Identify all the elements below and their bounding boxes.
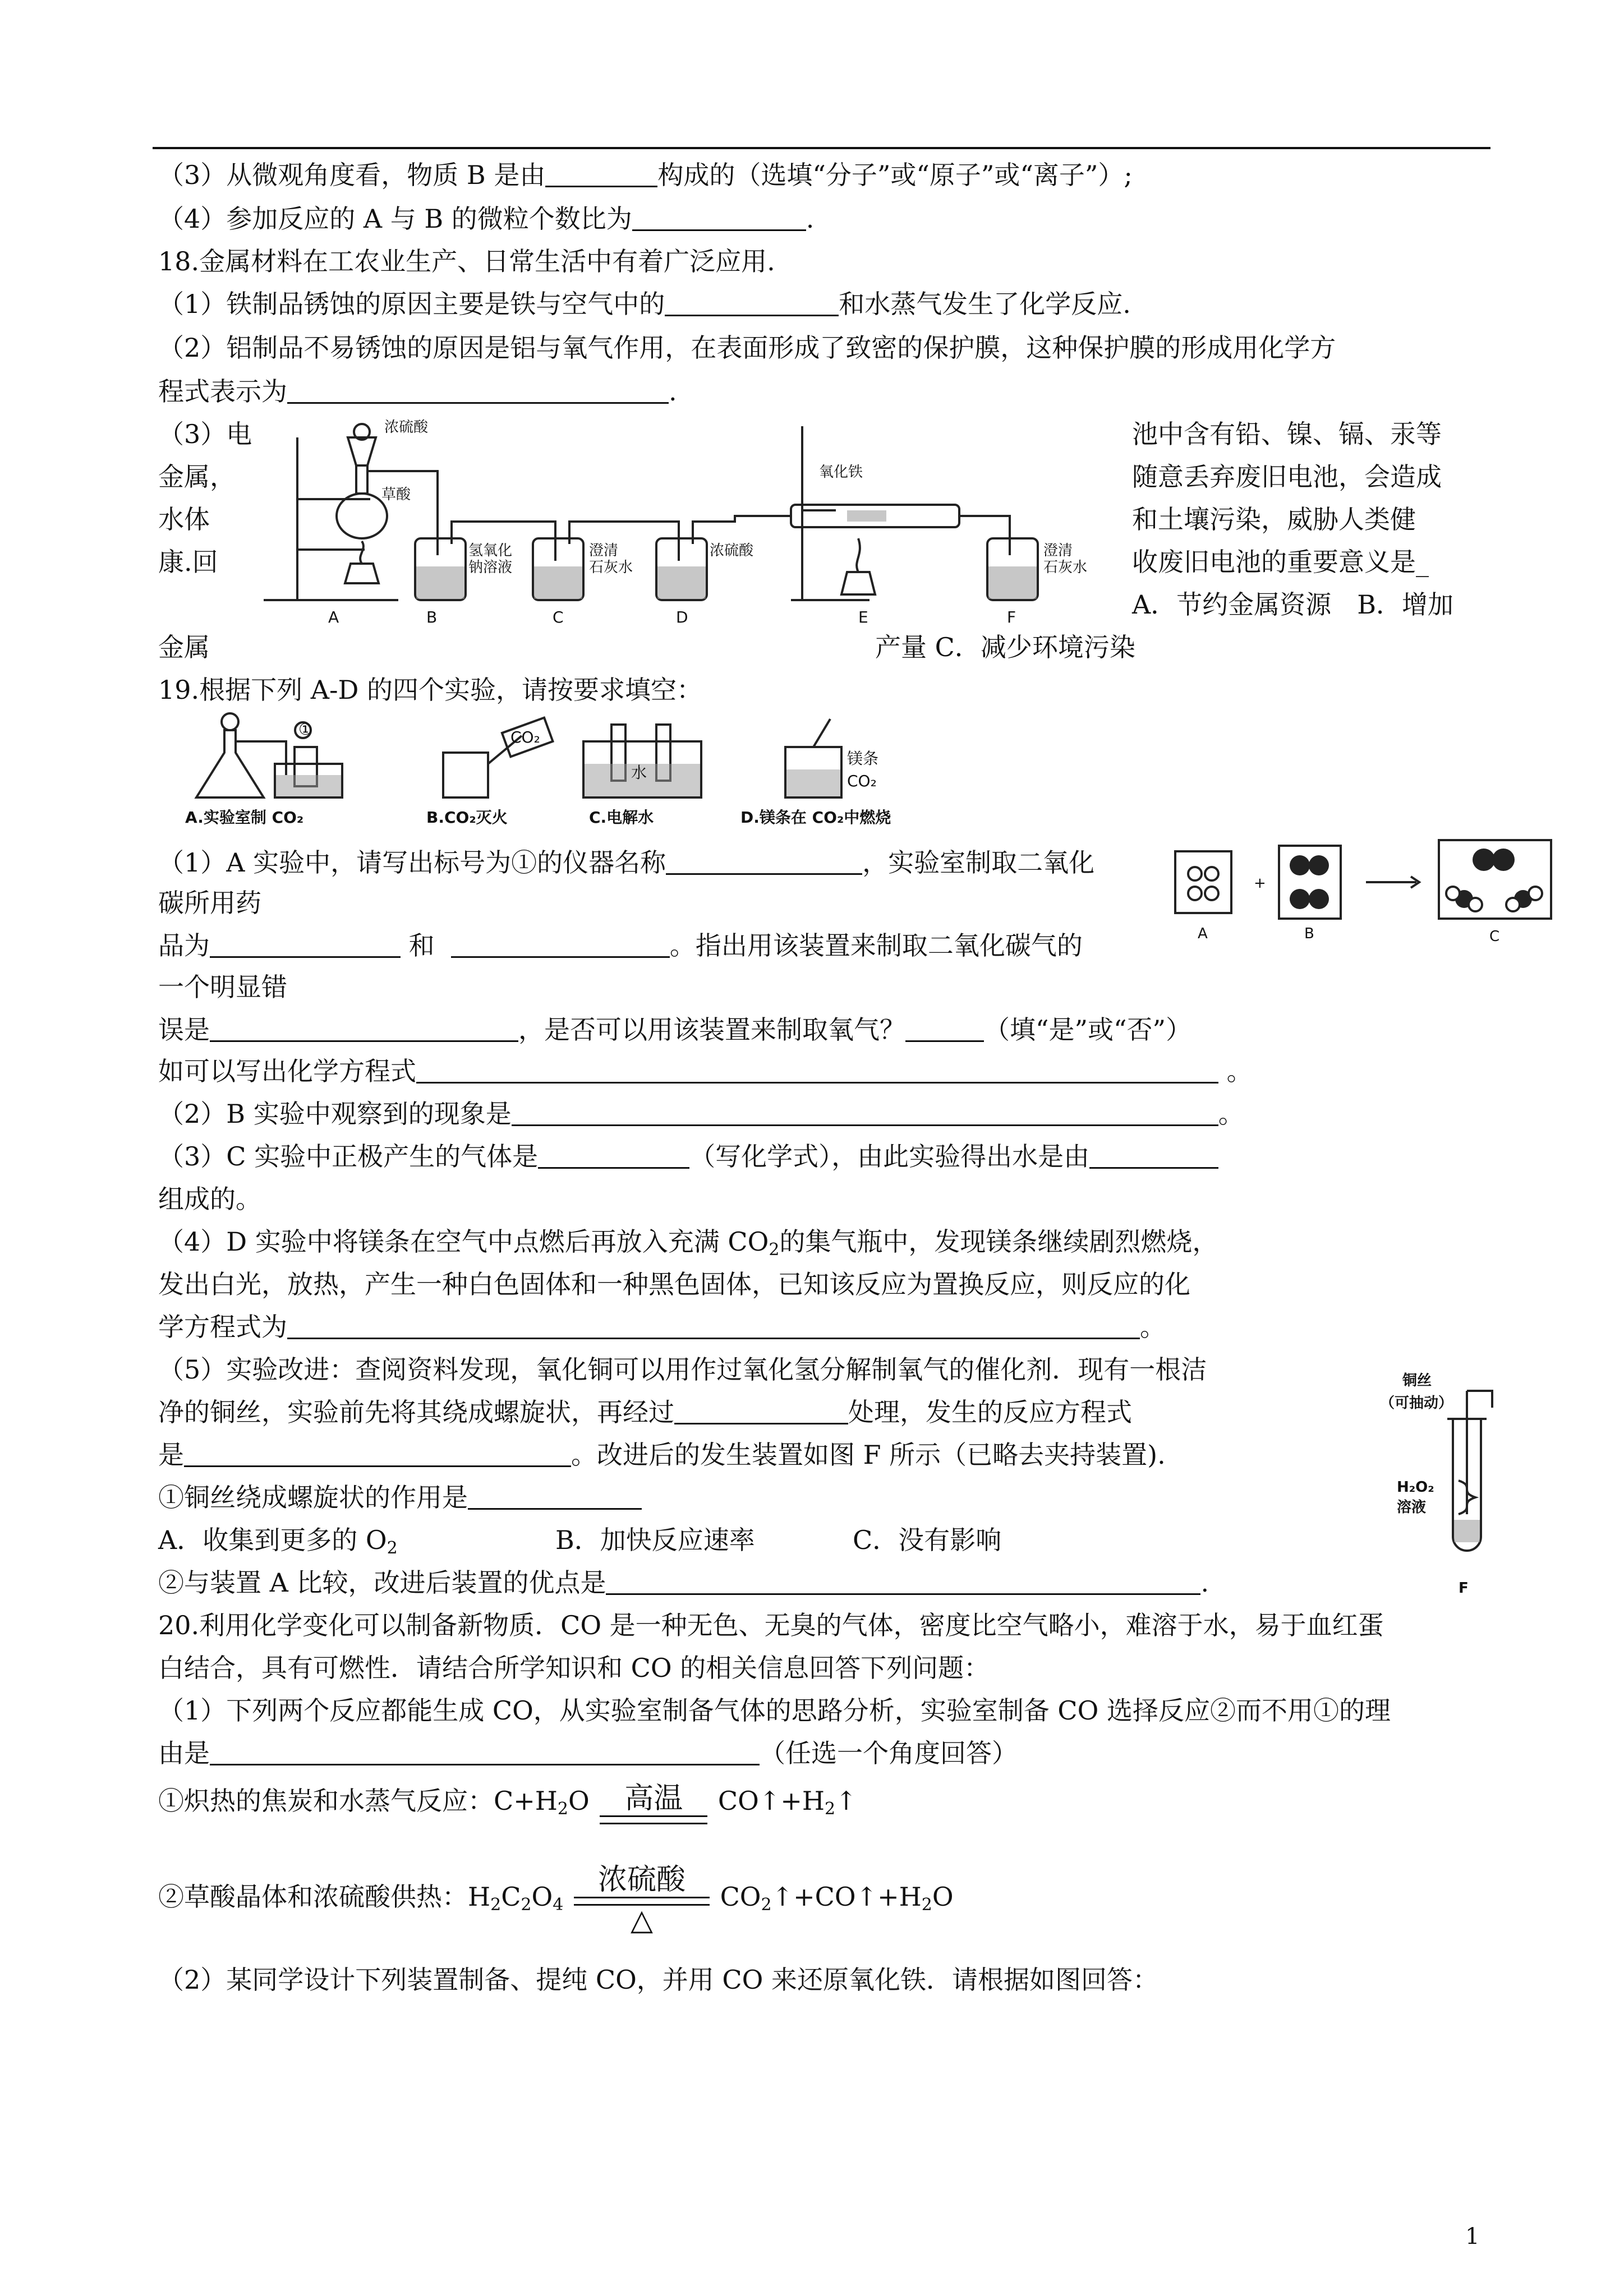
q18-part3-right6: 产量 C．减少环境污染 (875, 632, 1135, 662)
copper-label-3: H₂O₂ (1397, 1479, 1434, 1496)
experiments-figure (174, 708, 1015, 831)
q18-part2-line1: （2）铝制品不易锈蚀的原因是铝与氧气作用，在表面形成了致密的保护膜，这种保护膜的形成用化学方 (158, 333, 1336, 363)
q18-part3-left2: 金属， (158, 462, 236, 492)
label-limewater-f1: 澄清 (1043, 542, 1073, 559)
answer-blank[interactable] (538, 1142, 689, 1169)
q19-part1-line6: 如可以写出化学方程式 。 (158, 1056, 1253, 1086)
q19-part5-line2: 净的铜丝，实验前先将其绕成螺旋状，再经过 处理，发生的反应方程式 (158, 1397, 1132, 1427)
q20-part2: （2）某同学设计下列装置制备、提纯 CO，并用 CO 来还原氧化铁．请根据如图回答： (158, 1965, 1158, 1995)
copper-wire-figure (1380, 1368, 1537, 1615)
q19-part4-line1: （4）D 实验中将镁条在空气中点燃后再放入充满 $CO_2$的集气瓶中，发现镁条继续剧烈燃烧， (158, 1227, 1218, 1260)
answer-blank[interactable] (287, 377, 669, 404)
copper-label-2: （可抽动） (1380, 1395, 1453, 1412)
q19-part1-line5: 误是 ，是否可以用该装置来制取氧气？ （填“是”或“否”） (158, 1015, 1192, 1045)
answer-blank[interactable] (905, 1016, 984, 1042)
label-fe2o3: 氧化铁 (819, 464, 863, 481)
q18-part3-right4: 收废旧电池的重要意义是_ (1132, 547, 1429, 577)
answer-blank[interactable] (287, 1313, 1140, 1339)
q18-part3-left3: 水体 (158, 504, 210, 534)
q20-line1: 20.利用化学变化可以制备新物质．CO 是一种无色、无臭的气体，密度比空气略小，难溶于水，易于血红蛋 (158, 1610, 1384, 1640)
answer-blank[interactable] (210, 1016, 518, 1042)
answer-blank[interactable] (665, 290, 839, 316)
answer-blank[interactable] (210, 1739, 760, 1765)
answer-blank[interactable] (666, 849, 862, 875)
q19-part4-line2: 发出白光，放热，产生一种白色固体和一种黑色固体，已知该反应为置换反应，则反应的化 (158, 1269, 1190, 1299)
q18-title: 18.金属材料在工农业生产、日常生活中有着广泛应用. (158, 246, 775, 276)
particle-reaction-figure (1170, 835, 1562, 958)
answer-blank[interactable] (210, 932, 401, 958)
letter-f: F (1007, 608, 1016, 626)
answer-blank[interactable] (674, 1398, 848, 1424)
reaction-1-condition: 高温 (597, 1782, 710, 1824)
q18-part3-left4: 康.回 (158, 547, 218, 577)
q19-title: 19.根据下列 A-D 的四个实验，请按要求填空： (158, 675, 703, 705)
answer-blank[interactable] (632, 205, 806, 231)
page-number: 1 (1465, 2224, 1480, 2249)
q19-part5-line3: 是 。改进后的发生装置如图 F 所示（已略去夹持装置). (158, 1440, 1166, 1470)
q18-part1: （1）铁制品锈蚀的原因主要是铁与空气中的 和水蒸气发生了化学反应. (158, 289, 1131, 319)
label-naoh-2: 钠溶液 (468, 559, 513, 576)
q18-part3-right5: A．节约金属资源 B．增加 (1132, 589, 1454, 620)
label-limewater-f2: 石灰水 (1043, 559, 1088, 576)
label-limewater-2: 石灰水 (589, 559, 633, 576)
label-conc-acid-2: 浓硫酸 (710, 542, 754, 559)
q18-part3-right2: 随意丢弃废旧电池，会造成 (1132, 462, 1442, 492)
q19-part5-option-b[interactable]: B．加快反应速率 (555, 1525, 755, 1555)
q17-part3: （3）从微观角度看，物质 B 是由 构成的（选填“分子”或“原子”或“离子”）; (158, 160, 1133, 190)
plus-sign: + (1254, 875, 1266, 892)
copper-letter-f: F (1459, 1580, 1469, 1597)
q20-part1-line2: 由是 （任选一个角度回答） (158, 1738, 1018, 1768)
q19-part5-line1: （5）实验改进：查阅资料发现，氧化铜可以用作过氧化氢分解制氧气的催化剂．现有一根洁 (158, 1354, 1207, 1385)
reaction-1: ①炽热的焦炭和水蒸气反应：$C+H_2O$ 高温 $CO↑+H_2↑$ (158, 1781, 857, 1829)
answer-blank[interactable] (451, 932, 670, 958)
q19-part3-line2: 组成的。 (158, 1184, 261, 1214)
caption-c: C.电解水 (589, 808, 654, 827)
q19-part1-line3: 品为 和 。指出用该装置来制取二氧化碳气的 (158, 930, 1083, 961)
q19-part1-line2: 碳所用药 (158, 888, 261, 918)
particle-label-b: B (1304, 925, 1314, 942)
particle-label-c: C (1489, 928, 1500, 945)
q17-part4: （4）参加反应的 A 与 B 的微粒个数比为 . (158, 204, 815, 234)
mark-circle-1: ① (298, 720, 313, 739)
reaction-2-condition: 浓硫酸 △ (572, 1863, 712, 1935)
particle-label-a: A (1198, 925, 1208, 942)
q19-part5-q1: ①铜丝绕成螺旋状的作用是 (158, 1481, 642, 1514)
mark-water: 水 (631, 763, 647, 782)
mark-mg: 镁条 (847, 749, 879, 768)
q19-part5-option-a[interactable]: A．收集到更多的 $O_2$ (158, 1525, 398, 1558)
q19-part5-q2: ②与装置 A 比较，改进后装置的优点是 . (158, 1567, 1209, 1598)
co-apparatus-figure (252, 415, 1128, 628)
answer-blank[interactable] (1089, 1142, 1218, 1169)
q18-part2-line2: 程式表示为 . (158, 376, 677, 407)
copper-label-4: 溶液 (1397, 1499, 1427, 1516)
q19-part3: （3）C 实验中正极产生的气体是 （写化学式），由此实验得出水是由 (158, 1140, 1218, 1173)
answer-blank[interactable] (512, 1100, 1218, 1126)
answer-blank[interactable] (468, 1483, 642, 1510)
copper-label-1: 铜丝 (1402, 1372, 1432, 1389)
q19-part1-line4: 一个明显错 (158, 972, 287, 1002)
label-oxalic: 草酸 (381, 486, 411, 503)
q18-part3-right1: 池中含有铅、镍、镉、汞等 (1132, 419, 1442, 449)
q19-part2: （2）B 实验中观察到的现象是 。 (158, 1099, 1244, 1129)
q19-part1-line1: （1）A 实验中，请写出标号为①的仪器名称 ，实验室制取二氧化 (158, 847, 1095, 878)
answer-blank[interactable] (545, 161, 657, 187)
answer-blank[interactable] (606, 1569, 1200, 1595)
header-rule (153, 147, 1490, 149)
q19-part4-line3: 学方程式为 。 (158, 1312, 1166, 1342)
answer-blank[interactable] (416, 1057, 1218, 1084)
letter-c: C (553, 608, 564, 626)
letter-d: D (676, 608, 688, 626)
q19-part5-option-c[interactable]: C．没有影响 (853, 1525, 1002, 1555)
mark-co2-tag: CO₂ (510, 728, 540, 746)
letter-e: E (858, 608, 868, 626)
q18-part3-left5: 金属 (158, 632, 210, 662)
caption-b: B.CO₂灭火 (426, 808, 508, 827)
q18-part3-left1: （3）电 (158, 419, 252, 449)
label-conc-acid: 浓硫酸 (384, 419, 429, 436)
q20-line2: 白结合，具有可燃性．请结合所学知识和 CO 的相关信息回答下列问题： (158, 1653, 990, 1683)
q18-part3-right3: 和土壤污染，威胁人类健 (1132, 504, 1416, 534)
answer-blank[interactable] (184, 1441, 571, 1467)
reaction-2: ②草酸晶体和浓硫酸供热：$H_2C_2O_4$ 浓硫酸 △ $CO_2↑+CO↑+H_2O$ (158, 1863, 954, 1937)
caption-a: A.实验室制 CO₂ (185, 808, 304, 827)
caption-d: D.镁条在 CO₂中燃烧 (740, 808, 891, 827)
label-limewater-1: 澄清 (589, 542, 619, 559)
q20-part1-line1: （1）下列两个反应都能生成 CO，从实验室制备气体的思路分析，实验室制备 CO 选择反应②而不用①的理 (158, 1695, 1391, 1726)
letter-a: A (328, 608, 339, 626)
mark-co2: CO₂ (847, 772, 877, 790)
letter-b: B (426, 608, 438, 626)
label-naoh-1: 氢氧化 (468, 542, 513, 559)
